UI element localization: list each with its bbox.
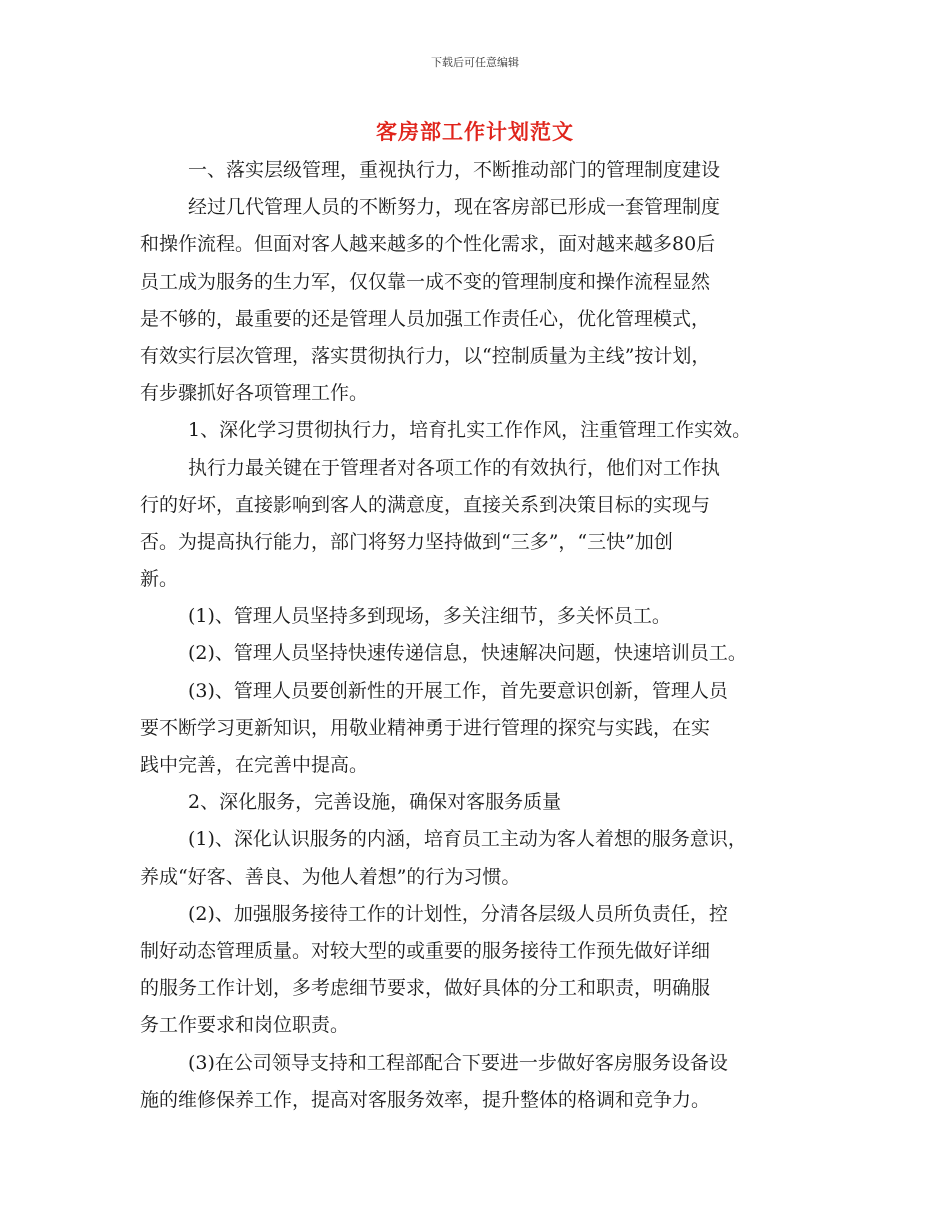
text-line: 践中完善，在完善中提高。 (140, 754, 369, 776)
text-line: 养成“好客、善良、为他人着想”的行为习惯。 (140, 865, 521, 888)
text-line: (2)、管理人员坚持快速传递信息，快速解决问题，快速培训员工。 (188, 642, 747, 665)
text-line: 有效实行层次管理，落实贯彻执行力，以“控制质量为主线”按计划， (140, 344, 711, 367)
document-body (140, 152, 820, 1119)
text-line: 和操作流程。但面对客人越来越多的个性化需求，面对越来越多80后 (140, 233, 716, 256)
text-line: 要不断学习更新知识，用敬业精神勇于进行管理的探究与实践，在实 (140, 716, 711, 739)
text-line: 1、深化学习贯彻执行力，培育扎实工作作风，注重管理工作实效。 (188, 419, 752, 442)
document-title: 客房部工作计划范文 (376, 119, 574, 144)
text-line: 2、深化服务，完善设施，确保对客服务质量 (188, 791, 562, 814)
text-line: 施的维修保养工作，提高对客服务效率，提升整体的格调和竞争力。 (140, 1088, 711, 1111)
text-line: 否。为提高执行能力，部门将努力坚持做到“三多”，“三快”加创 (140, 530, 673, 553)
text-line: (2)、加强服务接待工作的计划性，分清各层级人员所负责任，控 (188, 902, 728, 925)
text-line: 员工成为服务的生力军，仅仅靠一成不变的管理制度和操作流程显然 (140, 270, 711, 293)
text-line: (3)、管理人员要创新性的开展工作，首先要意识创新，管理人员 (188, 679, 728, 702)
text-line: 一、落实层级管理，重视执行力，不断推动部门的管理制度建设 (188, 159, 721, 181)
text-line: (3)在公司领导支持和工程部配合下要进一步做好客房服务设备设 (188, 1051, 728, 1074)
text-line: (1)、深化认识服务的内涵，培育员工主动为客人着想的服务意识， (188, 828, 747, 851)
text-line: 新。 (140, 568, 179, 591)
page-header: 下载后可任意编辑 (431, 56, 519, 69)
text-line: 是不够的，最重要的还是管理人员加强工作责任心，优化管理模式， (140, 307, 711, 330)
text-line: 务工作要求和岗位职责。 (140, 1014, 350, 1037)
text-line: 制好动态管理质量。对较大型的或重要的服务接待工作预先做好详细 (140, 939, 711, 962)
text-line: 有步骤抓好各项管理工作。 (140, 382, 369, 405)
text-line: (1)、管理人员坚持多到现场，多关注细节，多关怀员工。 (188, 605, 671, 628)
text-line: 执行力最关键在于管理者对各项工作的有效执行，他们对工作执 (188, 456, 721, 479)
text-line: 经过几代管理人员的不断努力，现在客房部已形成一套管理制度 (188, 196, 721, 219)
text-line: 行的好坏，直接影响到客人的满意度，直接关系到决策目标的实现与 (140, 493, 711, 516)
text-line: 的服务工作计划，多考虑细节要求，做好具体的分工和职责，明确服 (140, 977, 711, 1000)
